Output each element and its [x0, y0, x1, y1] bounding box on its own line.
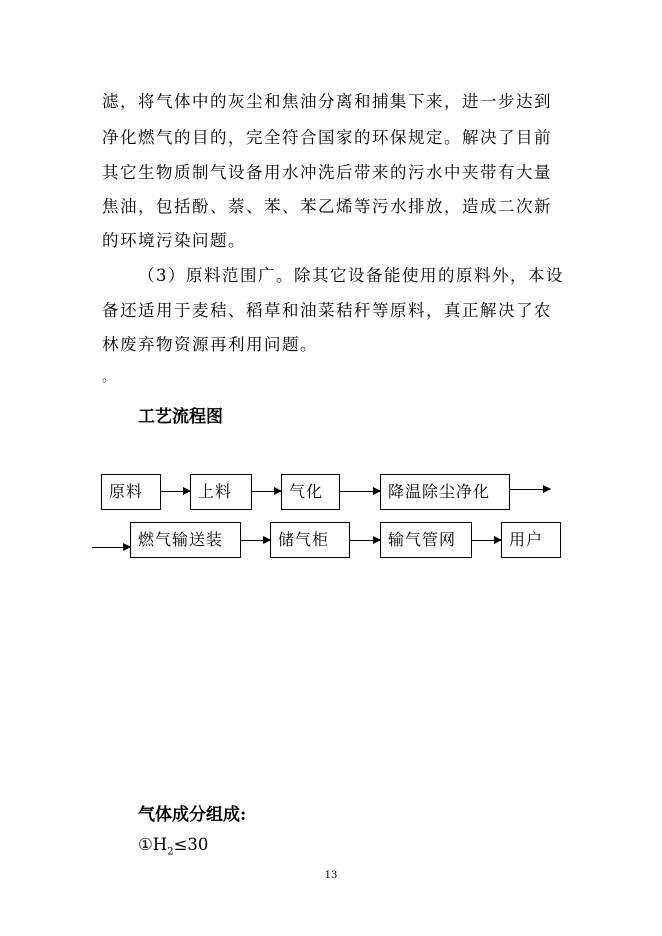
flow-arrow	[350, 540, 380, 541]
flow-box-raw-material: 原料	[101, 474, 161, 510]
flow-arrow	[472, 540, 501, 541]
flow-box-pipeline: 输气管网	[380, 522, 472, 558]
formula-relation: ≤30	[173, 835, 209, 854]
page-number: 13	[324, 870, 338, 881]
flow-arrow	[510, 489, 550, 490]
text-line: 的环境污染问题。	[102, 231, 246, 250]
text-line: （3）原料范围广。除其它设备能使用的原料外，本设	[138, 266, 564, 285]
text-line: 焦油，包括酚、萘、苯、苯乙烯等污水排放，造成二次新	[102, 197, 552, 216]
gas-formula-h2	[138, 835, 208, 857]
formula-prefix: ①H	[138, 835, 168, 854]
flow-arrow	[340, 491, 380, 492]
flow-box-gas-holder: 储气柜	[270, 522, 350, 558]
flow-arrow	[241, 540, 270, 541]
text-line: 其它生物质制气设备用水冲洗后带来的污水中夹带有大量	[102, 163, 552, 182]
text-line: 林废弃物资源再利用问题。	[102, 335, 318, 354]
flow-box-gas-transport: 燃气输送装	[130, 522, 241, 558]
flow-arrow	[92, 547, 130, 548]
text-line: 备还适用于麦秸、稻草和油菜秸秆等原料，真正解决了农	[102, 301, 552, 320]
flow-arrow	[161, 491, 190, 492]
process-flow-title: 工艺流程图	[138, 407, 223, 427]
flow-box-feeding: 上料	[190, 474, 252, 510]
text-line: 滤，将气体中的灰尘和焦油分离和捕集下来，进一步达到	[102, 92, 552, 111]
flow-arrow	[252, 491, 281, 492]
text-line: 净化燃气的目的，完全符合国家的环保规定。解决了目前	[102, 128, 552, 147]
stray-period: 。	[102, 370, 117, 385]
gas-composition-title: 气体成分组成:	[138, 805, 247, 825]
formula-subscript: 2	[167, 846, 174, 858]
flow-box-cooling-purification: 降温除尘净化	[380, 474, 510, 510]
flow-box-user: 用户	[501, 522, 561, 558]
flow-box-gasification: 气化	[281, 474, 340, 510]
